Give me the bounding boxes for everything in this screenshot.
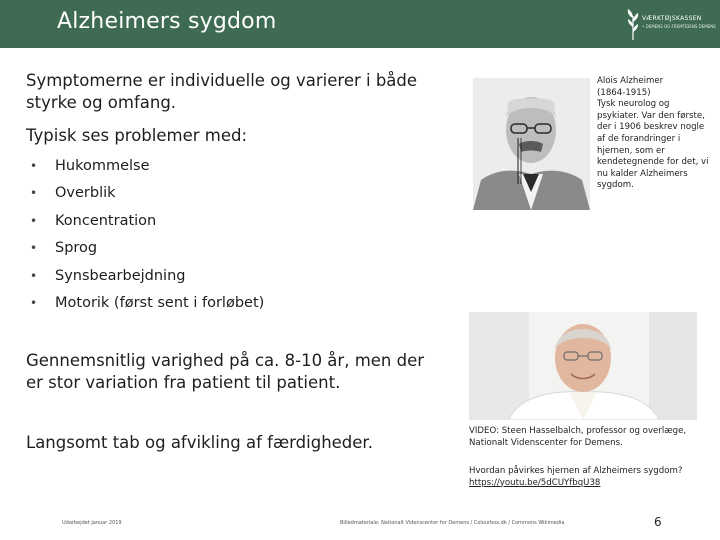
skill-loss-text: Langsomt tab og afvikling af færdigheder. [26, 433, 373, 452]
video-question [469, 466, 714, 489]
symptoms-subheading: Typisk ses problemer med: [26, 126, 248, 145]
page-number: 6 [654, 515, 662, 529]
logo-name: VÆRKTØJSKASSEN [642, 15, 702, 22]
video-text: Steen Hasselbalch, professor og overlæge, Nationalt Videnscenter for Demens. [469, 426, 687, 448]
list-item-label: Koncentration [55, 212, 157, 229]
list-item-label: Synsbearbejdning [55, 267, 186, 284]
list-item [30, 290, 264, 318]
logo-subtitle: • DEMENS OG FREMTIDENS DEMENS [642, 24, 716, 29]
bullet-icon: • [30, 158, 38, 173]
bullet-icon: • [30, 296, 38, 311]
list-item-label: Overblik [55, 185, 116, 202]
bullet-icon: • [30, 268, 38, 283]
footer-credits: Billedmateriale: Nationalt Videnscenter for Demens / Colourbox.dk / Commons Wikimedia [340, 520, 565, 526]
list-item [30, 180, 264, 208]
slide-header [0, 0, 720, 48]
symptom-list [30, 152, 264, 317]
list-item-label: Motorik (først sent i forløbet) [55, 295, 265, 312]
bio-text: Tysk neurolog og psykiater. Var den første, der i 1906 beskrev nogle af de forandringer i hjernen, som er kendetegnende for det, vi nu kalder Alzheimers sygdom. [597, 99, 709, 191]
list-item [30, 262, 264, 290]
bio-name: Alois Alzheimer [597, 76, 664, 86]
video-label: VIDEO: [469, 426, 499, 436]
list-item [30, 235, 264, 263]
intro-text: Symptomerne er individuelle og varierer i både styrke og omfang. [26, 71, 418, 112]
vaerktoejskassen-logo [624, 8, 716, 42]
bullet-icon: • [30, 241, 38, 256]
alois-alzheimer-portrait [473, 78, 590, 210]
list-item-label: Hukommelse [55, 157, 150, 174]
bullet-icon: • [30, 186, 38, 201]
youtube-link[interactable]: https://youtu.be/5dCUYfbqU38 [469, 477, 601, 488]
slide-title: Alzheimers sygdom [57, 9, 277, 34]
list-item-label: Sprog [55, 240, 98, 257]
question-text: Hvordan påvirkes hjernen af Alzheimers sygdom? [469, 466, 683, 476]
list-item [30, 152, 264, 180]
steen-hasselbalch-photo[interactable] [469, 312, 697, 420]
duration-text: Gennemsnitlig varighed på ca. 8-10 år, men der er stor variation fra patient til patient. [26, 351, 425, 392]
bio-years: (1864-1915) [597, 87, 651, 98]
plant-logo-icon [626, 8, 640, 40]
video-caption [469, 426, 709, 449]
bio-caption [597, 76, 709, 192]
footer-date: Udarbejdet januar 2019 [62, 520, 122, 526]
list-item [30, 207, 264, 235]
bullet-icon: • [30, 213, 38, 228]
